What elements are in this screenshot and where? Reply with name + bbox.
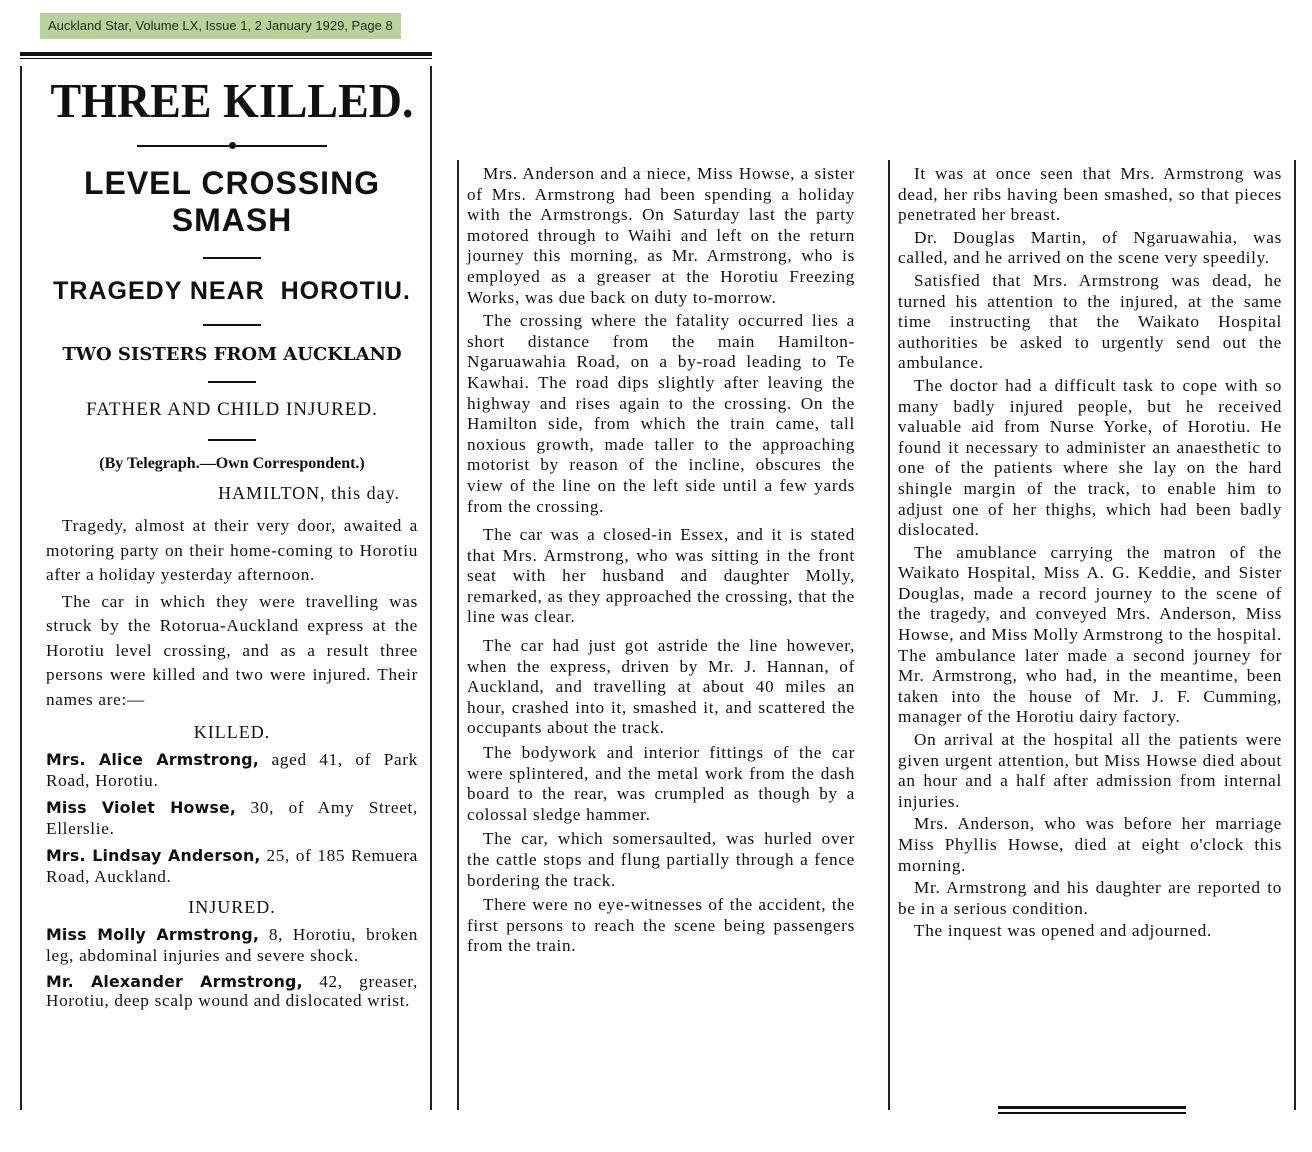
casualty-name: Mrs. Lindsay Anderson, (46, 846, 261, 865)
masthead-rule-thin (20, 58, 432, 59)
article-column-1 (20, 66, 430, 1110)
body-paragraph: Satisfied that Mrs. Armstrong was dead, he turned his attention to the injured, at the same time instructing that the Waikato Hospital authorities be asked to urgently send out the ambulance. (898, 270, 1282, 373)
body-paragraph: Dr. Douglas Martin, of Ngaruawahia, was called, and he arrived on the scene very speedily. (898, 227, 1282, 268)
body-paragraph: Mrs. Anderson, who was before her marriage Miss Phyllis Howse, died at eight o'clock this morning. (898, 814, 1282, 875)
casualty-name: Mr. Alexander Armstrong, (46, 972, 303, 991)
body-paragraph: There were no eye-witnesses of the accident, the first persons to reach the scene being passengers from the train. (467, 895, 855, 956)
killed-entry (46, 797, 418, 839)
casualty-name: Miss Violet Howse, (46, 798, 237, 817)
article-end-rule (998, 1112, 1186, 1114)
casualty-name: Miss Molly Armstrong, (46, 925, 260, 944)
body-paragraph: The car, which somersaulted, was hurled over the cattle stops and flung partially through a fence bordering the track. (467, 829, 855, 890)
masthead-rule-thick (20, 52, 432, 56)
headline-two-sisters: TWO SISTERS FROM AUCKLAND (62, 344, 402, 365)
casualty-details: aged 41, of Park Road, Horotiu. (46, 750, 418, 790)
headline-tragedy: TRAGEDY NEAR HOROTIU. (53, 277, 411, 305)
body-paragraph: The bodywork and interior fittings of the car were splintered, and the metal work from the dash board to the rear, was crumpled as though by a colossal sledge hammer. (467, 743, 855, 824)
casualty-name: Mrs. Alice Armstrong, (46, 750, 259, 769)
body-paragraph: Mr. Armstrong and his daughter are reported to be in a serious condition. (898, 878, 1282, 918)
body-paragraph: The car had just got astride the line however, when the express, driven by Mr. J. Hannan, of Auckland, and travelling at about 40 miles an hour, crashed into it, smashed it, and scattered the occupants about the track. (467, 636, 855, 738)
headline-divider (137, 145, 327, 147)
column-rule-1 (430, 66, 432, 1110)
injured-heading: INJURED. (188, 897, 276, 917)
headline-main: THREE KILLED. (50, 73, 414, 128)
article-column-3 (892, 160, 1290, 1110)
killed-heading: KILLED. (193, 722, 271, 742)
intro-paragraph: Tragedy, almost at their very door, awaited a motoring party on their home-coming to Horotiu after a holiday yesterday afternoon. (46, 516, 418, 584)
article-column-2 (459, 160, 865, 1110)
casualty-details: 30, of Amy Street, Ellerslie. (46, 798, 418, 838)
headline-divider (208, 381, 256, 383)
body-paragraph: The doctor had a difficult task to cope with so many badly injured people, but he received valuable aid from Nurse Yorke, of Horotiu. He found it necessary to administer an anaesthetic to one of the patients where she lay on the hard shingle margin of the track, to enable him to adjust one of her thighs, which had been badly dislocated. (898, 375, 1282, 540)
intro-paragraph: The car in which they were travelling was struck by the Rotorua-Auckland express at the Horotiu level crossing, and as a result three persons were killed and two were injured. Their names are:— (46, 591, 418, 709)
article-end-rule (998, 1106, 1186, 1109)
body-paragraph: The inquest was opened and adjourned. (914, 921, 1212, 941)
headline-divider (208, 439, 256, 441)
headline-father-child: FATHER AND CHILD INJURED. (86, 399, 378, 420)
killed-entry (46, 845, 418, 887)
killed-entry (46, 749, 418, 791)
headline-divider (203, 257, 261, 259)
body-paragraph: The crossing where the fatality occurred lies a short distance from the main Hamilton-Ngaruawahia Road, on a by-road leading to Te Kawhai. The road dips slightly after leaving the highway and rises again to the crossing. On the Hamilton side, from which the train came, tall noxious growth, made taller to the approaching motorist by reason of the incline, obscures the view of the line on the left side until a few yards from the crossing. (467, 311, 855, 516)
column-rule-right (1294, 160, 1296, 1110)
body-paragraph: Mrs. Anderson and a niece, Miss Howse, a sister of Mrs. Armstrong had been spending a holiday with the Armstrongs. On Saturday last the party motored through to Waihi and left on the return journey this morning, as Mr. Armstrong, who is employed as a greaser at the Horotiu Freezing Works, was due back on duty to-morrow. (467, 164, 855, 307)
casualty-details: 25, of 185 Remuera Road, Auckland. (46, 846, 418, 886)
headline-divider (203, 324, 261, 326)
source-citation-tag: Auckland Star, Volume LX, Issue 1, 2 January 1929, Page 8 (40, 13, 401, 39)
injured-entry (46, 924, 418, 966)
dateline: HAMILTON, this day. (218, 483, 400, 503)
injured-entry (46, 972, 418, 1010)
body-paragraph: The car was a closed-in Essex, and it is stated that Mrs. Armstrong, who was sitting in the front seat with her husband and daughter Molly, remarked, as they approached the crossing, that the line was clear. (467, 525, 855, 627)
column-rule-3 (888, 160, 890, 1110)
body-paragraph: On arrival at the hospital all the patients were given urgent attention, but Miss Howse died about an hour and a half after admission from internal injuries. (898, 730, 1282, 811)
byline: (By Telegraph.—Own Correspondent.) (99, 455, 365, 472)
body-paragraph: It was at once seen that Mrs. Armstrong was dead, her ribs having been smashed, so that pieces penetrated her breast. (898, 164, 1282, 225)
casualty-details: 42, greaser, Horotiu, deep scalp wound and dislocated wrist. (46, 972, 419, 1010)
headline-level-crossing: LEVEL CROSSING SMASH (83, 165, 381, 238)
casualty-details: 8, Horotiu, broken leg, abdominal injuries and severe shock. (46, 925, 419, 965)
body-paragraph: The amublance carrying the matron of the Waikato Hospital, Miss A. G. Keddie, and Sister Douglas, made a record journey to the scene of the tragedy, and conveyed Mrs. Anderson, Miss Howse, and Miss Molly Armstrong to the hospital. The ambulance later made a second journey for Mr. Armstrong, who had, in the meantime, been taken into the house of Mr. J. F. Cumming, manager of the Horotiu dairy factory. (898, 542, 1282, 727)
